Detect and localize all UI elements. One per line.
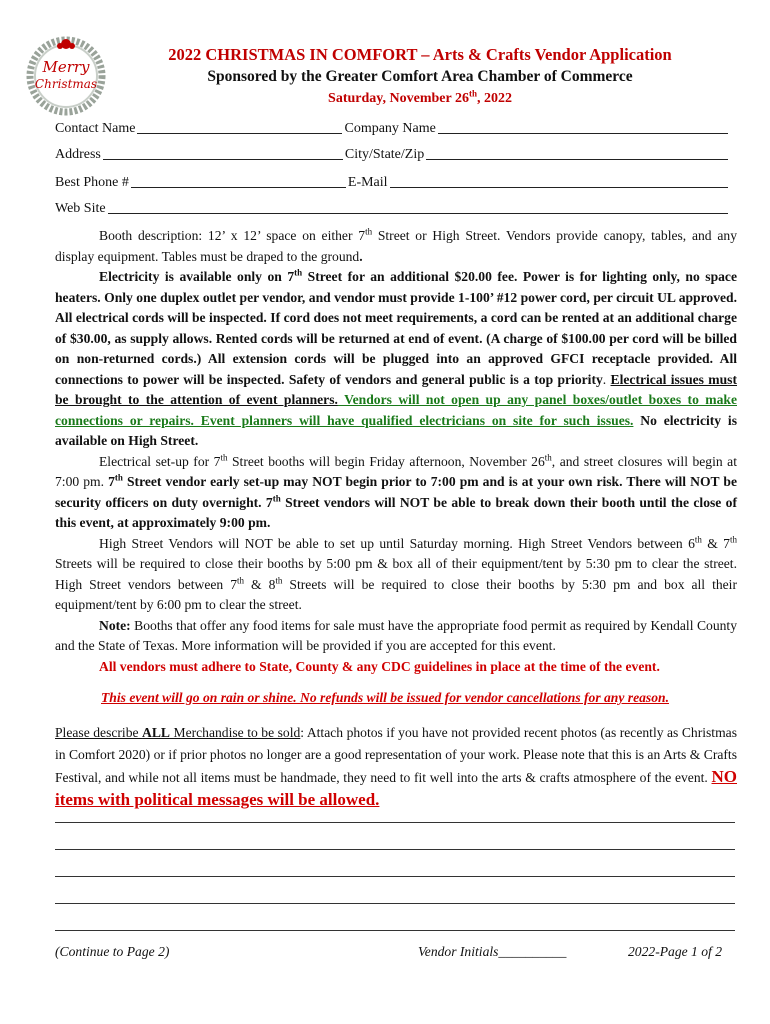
merchandise-line-1[interactable] [55,822,735,823]
email-label: E-Mail [347,175,388,190]
booth-description: Booth description: 12’ x 12’ space on either 7th Street or High Street. Vendors provide canopy, tables, and any display equipment. Tables must be draped to the ground. [55,226,737,264]
web-site-label: Web Site [55,201,106,216]
merry-christmas-wreath-logo [26,36,106,116]
merchandise-line-4[interactable] [55,903,735,904]
continue-note: (Continue to Page 2) [55,944,170,959]
contact-company-row [55,119,730,137]
food-note: Note: Booths that offer any food items for sale must have the appropriate food permit as required by Kendall County and the State of Texas. More information will be provided if you are accepted for this event. [55,617,737,653]
best-phone-field[interactable] [131,173,346,188]
merchandise-line-3[interactable] [55,876,735,877]
logo-text-merry: Merry [42,58,90,76]
contact-name-field[interactable] [137,119,342,134]
vendor-initials[interactable]: Vendor Initials__________ [418,944,567,959]
sponsor-line: Sponsored by the Greater Comfort Area Chamber of Commerce [207,68,633,85]
address-row [55,145,730,163]
no-political-items-notice: NO items with political messages will be allowed. [55,767,737,809]
logo-text-christmas: Christmas [34,77,98,91]
website-row [55,199,730,217]
high-street-info: High Street Vendors will NOT be able to set up until Saturday morning. High Street Vendors between 6th & 7th Streets will be required to close their booths by 5:00 pm & box all of their equipment/tent by 5:30 pm to clear the street. High Street vendors between 7th & 8th Streets will be required to close their booths by 5:30 pm and box all their equipment/tent by 6:00 pm to clear the street. [55,533,737,612]
city-state-zip-label: City/State/Zip [344,147,425,162]
page-title: 2022 CHRISTMAS IN COMFORT – Arts & Crafts Vendor Application [168,45,672,64]
electricity-info: Electricity is available only on 7th Street for an additional $20.00 fee. Power is for lighting only, no space heaters. Only one duplex outlet per vendor, and vendor must provide 1-100’ #12 power cord, per circuit UL approved. All electrical cords will be inspected. If cord does not meet requirements, a cord can be rented at an additional charge of $30.00, as supply allows. Rented cords will be returned at end of event. (A charge of $100.00 per cord will be billed on non-returned cords.) All extension cords will be plugged into an approved GFCI receptacle provided. All connections to power will be inspected. Safety of vendors and general public is a top priority. Electrical issues must be brought to the attention of event planners. Vendors will not open up any panel boxes/outlet boxes to make connections or repairs. Event planners will have qualified electricians on site for such issues. No electricity is available on High Street. [55,267,738,448]
best-phone-label: Best Phone # [55,175,129,190]
contact-name-label: Contact Name [55,121,136,136]
web-site-field[interactable] [108,199,728,214]
phone-email-row [55,173,730,191]
setup-info: Electrical set-up for 7th Street booths will begin Friday afternoon, November 26th, and street closures will begin at 7:00 pm. 7th Street vendor early set-up may NOT begin prior to 7:00 pm and is at your own risk. There will NOT be security officers on duty overnight. 7th Street vendors will NOT be able to break down their booth until the close of this event, at approximately 9:00 pm. [55,451,738,530]
city-state-zip-field[interactable] [426,145,728,160]
address-field[interactable] [103,145,343,160]
merchandise-description: Please describe ALL Merchandise to be sold: Attach photos if you have not provided recent photos (as recently as Christmas in Comfort 2020) or if prior photos no longer are a good representation of your work. Please note that this is an Arts & Crafts Festival, and while not all items must be handmade, they need to fit well into the arts & crafts atmosphere of the event. NO items with political messages will be allowed. [55,725,737,809]
event-date: Saturday, November 26th, 2022 [328,88,512,106]
company-name-label: Company Name [344,121,436,136]
email-field[interactable] [390,173,728,188]
company-name-field[interactable] [438,119,728,134]
merchandise-line-2[interactable] [55,849,735,850]
address-label: Address [55,147,101,162]
merchandise-line-5[interactable] [55,930,735,931]
cdc-guidelines: All vendors must adhere to State, County & any CDC guidelines in place at the time of the event. [99,658,660,674]
booth-info [55,226,737,677]
rain-or-shine-notice: This event will go on rain or shine. No refunds will be issued for vendor cancellations for any reason. [101,690,669,705]
page-number: 2022-Page 1 of 2 [628,944,723,959]
